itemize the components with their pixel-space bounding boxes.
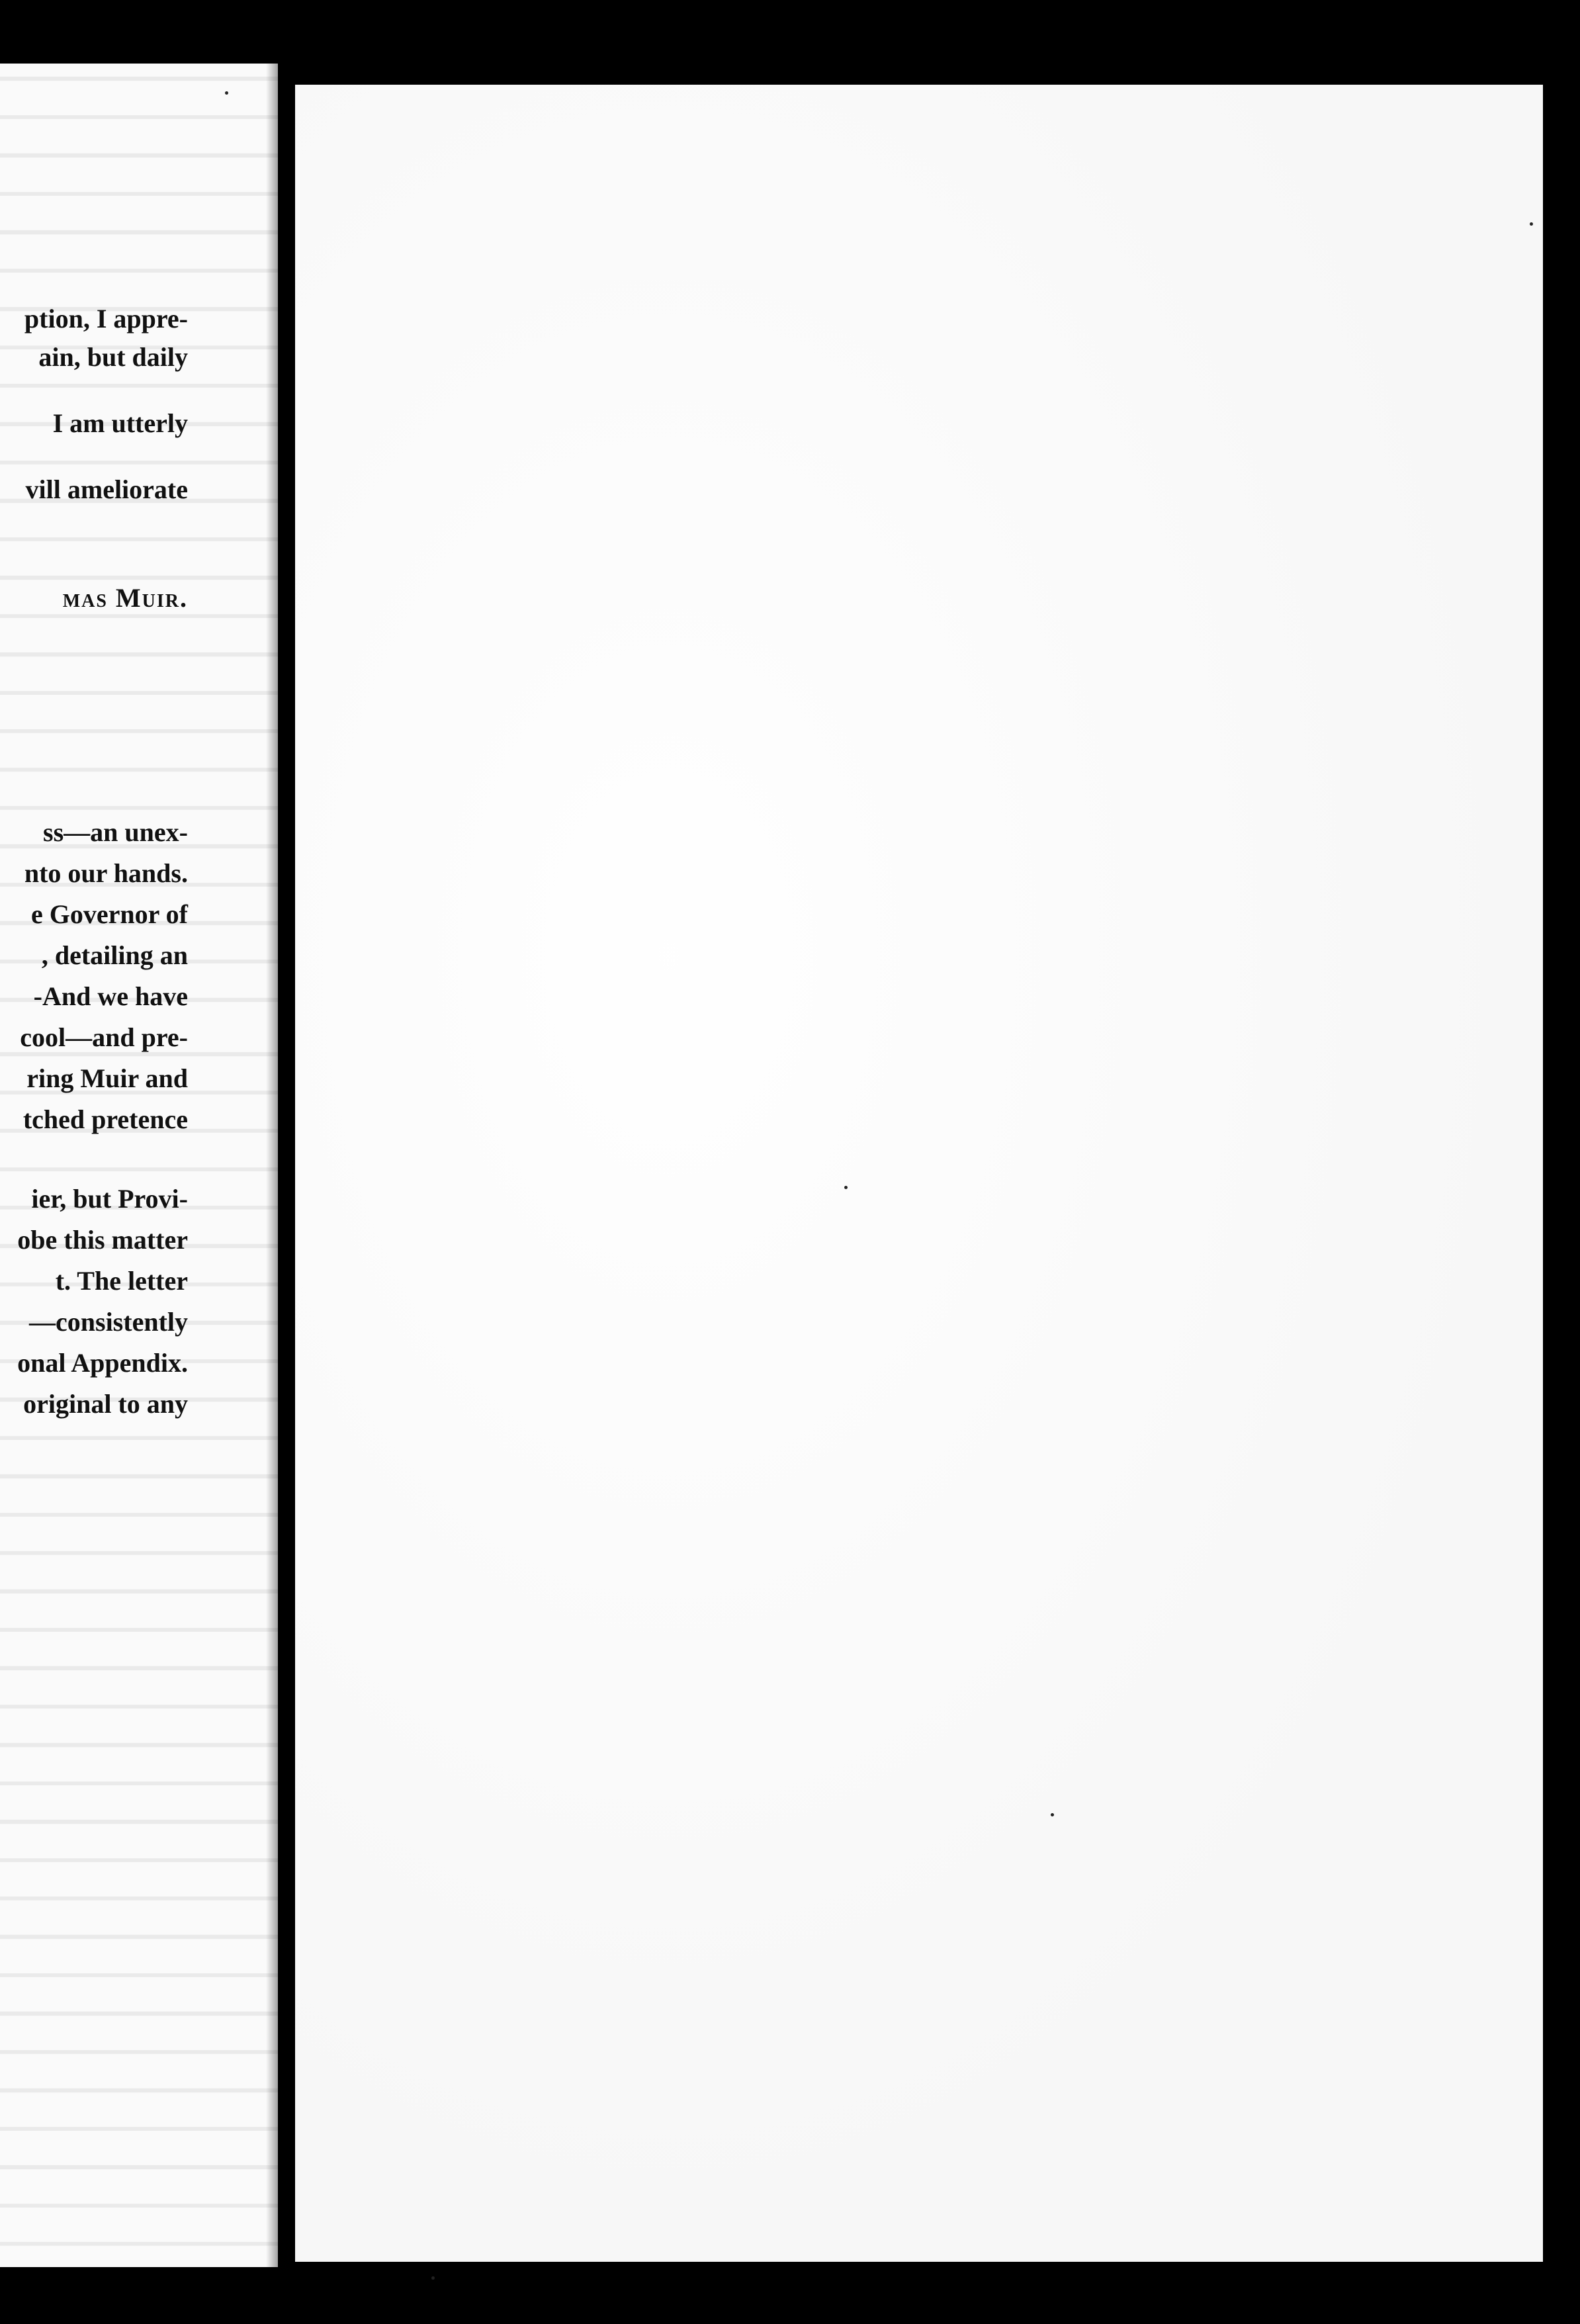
text-line: -And we have	[33, 981, 188, 1011]
text-line: tched pretence	[22, 1104, 188, 1134]
paper-texture	[295, 85, 1543, 2262]
bleed-through-text	[0, 64, 278, 2267]
dust-speck	[431, 2276, 435, 2280]
gutter-shadow	[266, 64, 278, 2267]
text-line: vill ameliorate	[25, 474, 188, 504]
text-line: obe this matter	[17, 1225, 188, 1255]
text-line: ption, I appre-	[24, 304, 188, 334]
text-line: nto our hands.	[24, 858, 188, 888]
text-line: ier, but Provi-	[31, 1184, 188, 1214]
text-line: t. The letter	[55, 1266, 188, 1296]
dust-speck	[1530, 222, 1533, 226]
text-line: cool—and pre-	[20, 1022, 188, 1052]
signature-line: mas Muir.	[62, 583, 188, 613]
dust-speck	[225, 91, 228, 95]
text-line: , detailing an	[41, 940, 188, 970]
left-page	[0, 64, 278, 2267]
text-line: ain, but daily	[38, 342, 188, 372]
dust-speck	[1051, 1813, 1054, 1816]
text-line: ss—an unex-	[43, 817, 188, 847]
dust-speck	[844, 1186, 848, 1189]
text-line: —consistently	[29, 1307, 188, 1337]
text-line: e Governor of	[31, 899, 188, 929]
text-line: I am utterly	[52, 408, 188, 438]
right-page-blank	[295, 85, 1543, 2262]
text-line: ring Muir and	[26, 1063, 188, 1093]
text-line: onal Appendix.	[17, 1348, 188, 1378]
text-line: original to any	[23, 1389, 188, 1419]
